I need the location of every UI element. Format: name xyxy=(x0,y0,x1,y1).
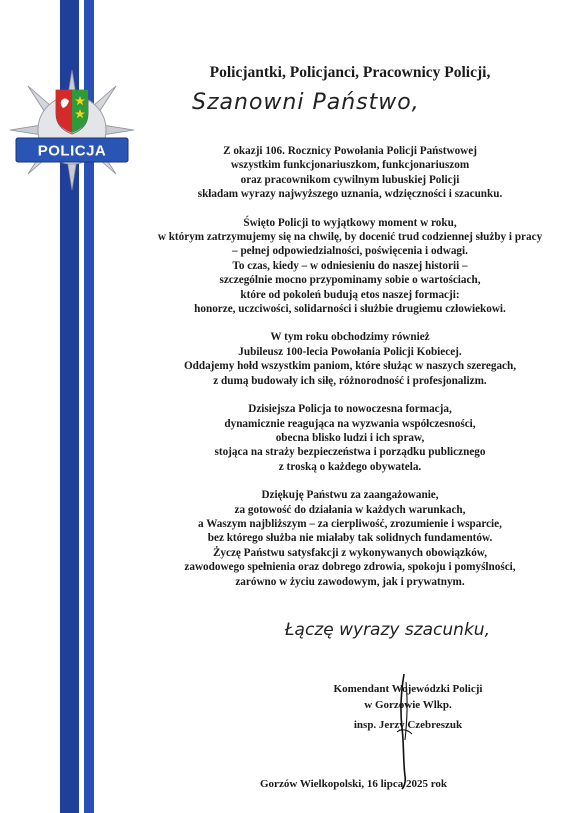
text-line: z troską o każdego obywatela. xyxy=(278,460,422,473)
handwritten-salutation: Szanowni Państwo, xyxy=(192,90,420,115)
text-line: W tym roku obchodzimy również xyxy=(270,331,430,344)
text-line: zarówno w życiu zawodowym, jak i prywatnym. xyxy=(235,575,465,588)
badge-banner xyxy=(16,138,128,162)
text-line: bez którego służba nie miałaby tak solidnych fundamentów. xyxy=(207,532,493,545)
signoff-name: insp. Jerzy Czebreszuk xyxy=(353,719,463,731)
text-line: szczególnie mocno przypominamy sobie o wartościach, xyxy=(219,274,481,287)
badge-label: POLICJA xyxy=(37,142,107,160)
text-line: wszystkim funkcjonariuszkom, funkcjonariuszom xyxy=(230,159,470,172)
text-line: z dumą budowały ich siłę, różnorodność i profesjonalizm. xyxy=(213,374,487,387)
letter-body xyxy=(150,144,550,603)
text-line: Życzę Państwu satysfakcji z wykonywanych obowiązków, xyxy=(212,546,488,559)
signoff-title: Komendant Wojewódzki Policji xyxy=(333,683,483,695)
text-line: stojąca na straży bezpieczeństwa i porządku publicznego xyxy=(214,446,486,459)
text-line: za gotowość do działania w każdych warunkach, xyxy=(234,503,466,516)
handwritten-signature xyxy=(388,672,418,790)
text-line: dynamicznie reagująca na wyzwania współczesności, xyxy=(224,417,476,430)
text-line: oraz pracownikom cywilnym lubuskiej Policji xyxy=(240,173,460,186)
text-line: Z okazji 106. Rocznicy Powołania Policji Państwowej xyxy=(223,145,477,157)
paragraph-thanks xyxy=(150,488,550,589)
paragraph-police-day xyxy=(150,216,550,317)
text-line: które od pokoleń budują etos naszej formacji: xyxy=(240,288,460,301)
text-line: Dzisiejsza Policja to nowoczesna formacja, xyxy=(248,403,452,416)
text-line: Oddajemy hołd wszystkim paniom, które służąc w naszych szeregach, xyxy=(183,360,517,373)
handwritten-closing: Łączę wyrazy szacunku, xyxy=(285,620,490,640)
police-star-badge-icon xyxy=(8,68,136,192)
paragraph-women-jubilee xyxy=(150,330,550,388)
text-line: – pełnej odpowiedzialności, poświęcenia i odwagi. xyxy=(232,245,468,258)
text-line: obecna blisko ludzi i ich spraw, xyxy=(275,431,425,444)
text-line: Święto Policji to wyjątkowy moment w roku, xyxy=(243,216,457,229)
text-line: Dziękuję Państwu za zaangażowanie, xyxy=(261,489,439,502)
text-line: To czas, kiedy – w odniesieniu do naszej historii – xyxy=(232,259,468,272)
signoff-location: w Gorzowie Wlkp. xyxy=(364,699,452,711)
text-line: w którym zatrzymujemy się na chwilę, by docenić trud codziennej służby i pracy xyxy=(157,231,543,244)
text-line: składam wyrazy najwyższego uznania, wdzięczności i szacunku. xyxy=(197,188,503,201)
place-and-date: Gorzów Wielkopolski, 16 lipca 2025 rok xyxy=(260,778,448,790)
letter-heading: Policjantki, Policjanci, Pracownicy Policji, xyxy=(209,64,491,81)
text-line: Jubileusz 100-lecia Powołania Policji Kobiecej. xyxy=(238,345,462,358)
lubuskie-crest-icon xyxy=(56,90,88,134)
text-line: zawodowego spełnienia oraz dobrego zdrowia, spokoju i pomyślności, xyxy=(184,561,516,574)
text-line: honorze, uczciwości, solidarności i służbie drugiemu człowiekowi. xyxy=(194,303,506,316)
text-line: a Waszym najbliższym – za cierpliwość, zrozumienie i wsparcie, xyxy=(198,517,502,530)
paragraph-modern-police xyxy=(150,402,550,474)
paragraph-anniversary xyxy=(150,144,550,202)
